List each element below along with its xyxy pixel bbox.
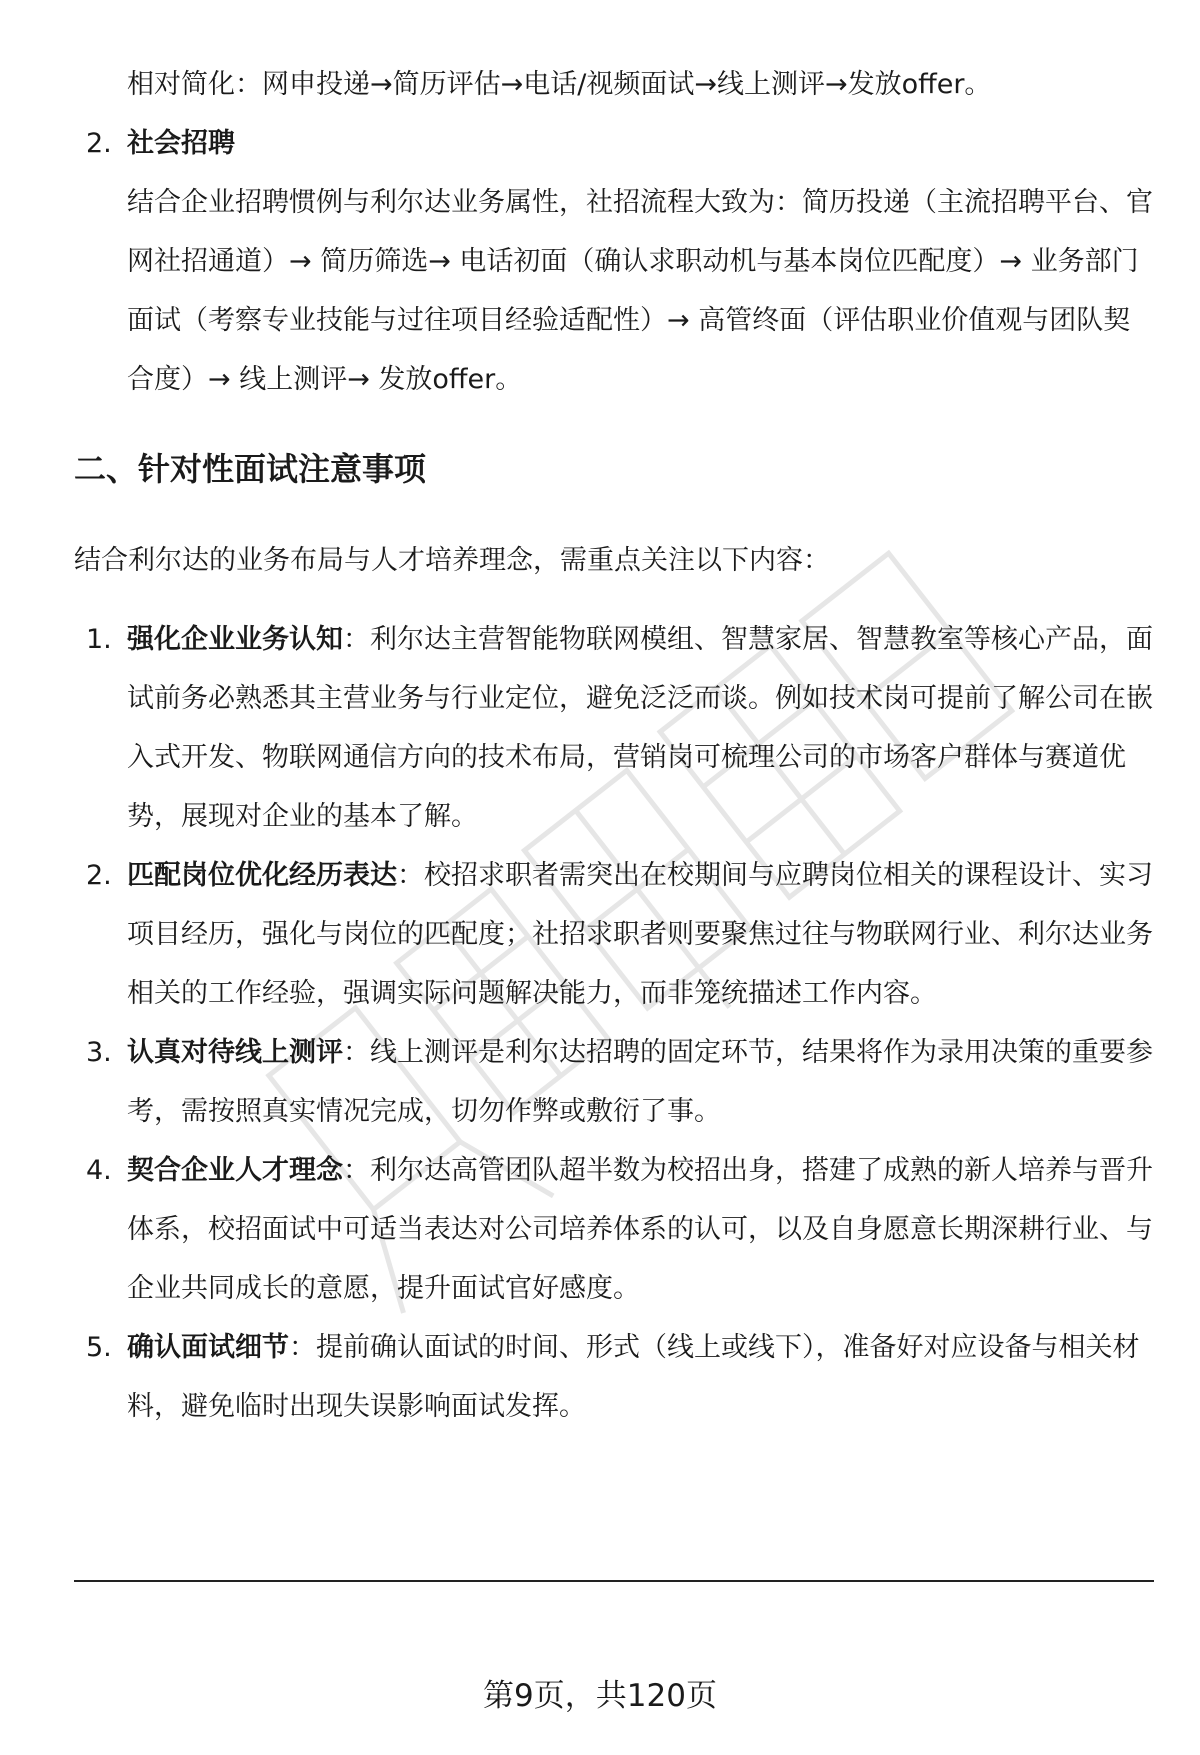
list-item-body: ：利尔达高管团队超半数为校招出身，搭建了成熟的新人培养与晋升体系，校招面试中可适当表达对公司培养体系的认可，以及自身愿意长期深耕行业、与企业共同成长的意愿，提升面试官好感度。 xyxy=(127,1155,1153,1304)
list-item-body: ：提前确认面试的时间、形式（线上或线下），准备好对应设备与相关材料，避免临时出现失误影响面试发挥。 xyxy=(127,1332,1140,1422)
list-number: 2. xyxy=(86,860,112,891)
list-item-heading: 认真对待线上测评 xyxy=(127,1037,343,1068)
recruitment-list xyxy=(74,114,1154,409)
list-item-heading: 确认面试细节 xyxy=(127,1332,289,1363)
list-item xyxy=(74,846,1154,1023)
list-number: 1. xyxy=(86,624,112,655)
section-intro: 结合利尔达的业务布局与人才培养理念，需重点关注以下内容： xyxy=(74,545,830,576)
document-page xyxy=(74,55,1154,1436)
list-number: 3. xyxy=(86,1037,112,1068)
list-item xyxy=(74,1318,1154,1436)
list-item xyxy=(74,1023,1154,1141)
list-item-heading: 匹配岗位优化经历表达 xyxy=(127,860,397,891)
section-title: 二、针对性面试注意事项 xyxy=(74,450,427,488)
page-number: 第9页，共120页 xyxy=(483,1678,717,1714)
continued-paragraph: 相对简化：网申投递→简历评估→电话/视频面试→线上测评→发放offer。 xyxy=(127,69,992,100)
list-number: 5. xyxy=(86,1332,112,1363)
list-item-body: ：利尔达主营智能物联网模组、智慧家居、智慧教室等核心产品，面试前务必熟悉其主营业务与行业定位，避免泛泛而谈。例如技术岗可提前了解公司在嵌入式开发、物联网通信方向的技术布局，营销岗可梳理公司的市场客户群体与赛道优势，展现对企业的基本了解。 xyxy=(127,624,1153,832)
footer-divider xyxy=(74,1580,1154,1582)
list-item xyxy=(74,610,1154,846)
list-item xyxy=(74,1141,1154,1318)
list-number: 2. xyxy=(86,128,112,159)
list-number: 4. xyxy=(86,1155,112,1186)
interview-tips-list xyxy=(74,610,1154,1436)
list-item-social-recruitment xyxy=(74,114,1154,409)
list-item-body: ：线上测评是利尔达招聘的固定环节，结果将作为录用决策的重要参考，需按照真实情况完成，切勿作弊或敷衍了事。 xyxy=(127,1037,1153,1127)
list-item-heading: 社会招聘 xyxy=(127,128,235,159)
list-item-body: 结合企业招聘惯例与利尔达业务属性，社招流程大致为：简历投递（主流招聘平台、官网社招通道）→ 简历筛选→ 电话初面（确认求职动机与基本岗位匹配度）→ 业务部门面试（考察专业技能与过往项目经验适配性）→ 高管终面（评估职业价值观与团队契合度）→ 线上测评→ 发放offer。 xyxy=(127,187,1153,395)
list-item-heading: 强化企业业务认知 xyxy=(127,624,343,655)
list-item-body: ：校招求职者需突出在校期间与应聘岗位相关的课程设计、实习项目经历，强化与岗位的匹配度；社招求职者则要聚焦过往与物联网行业、利尔达业务相关的工作经验，强调实际问题解决能力，而非笼统描述工作内容。 xyxy=(127,860,1153,1009)
list-item-heading: 契合企业人才理念 xyxy=(127,1155,343,1186)
